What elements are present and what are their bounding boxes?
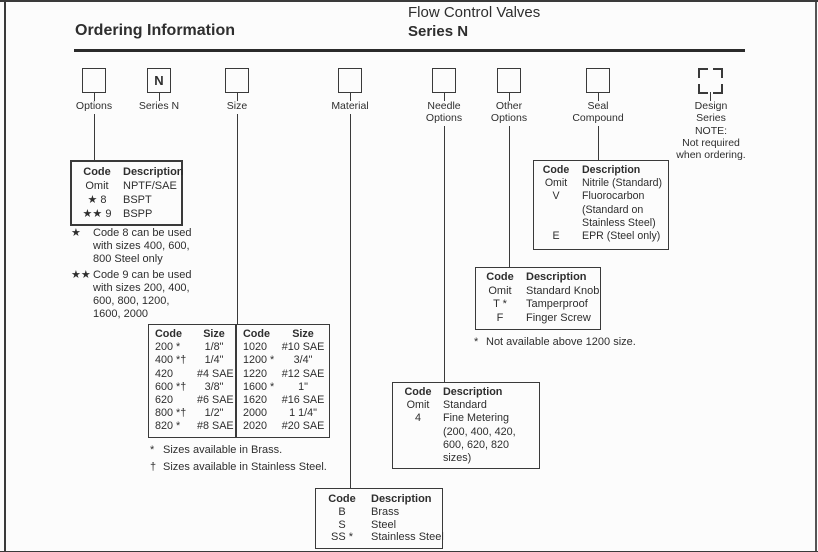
cell-code: Omit <box>544 177 568 190</box>
label-other-options <box>479 101 539 124</box>
label-seal-compound <box>563 101 633 124</box>
doc-subtitle: Series N <box>408 23 469 40</box>
page-border-right <box>815 0 817 552</box>
connector-line-seal <box>598 126 599 160</box>
cell-code: V <box>552 190 560 203</box>
table-header-row <box>241 328 325 341</box>
cell-size: 3/8" <box>204 380 224 393</box>
footnote-text: Code 8 can be used with sizes 400, 600, 800 Steel only <box>93 227 192 265</box>
cell-code: F <box>496 311 504 324</box>
cell-code: 600 *† <box>155 380 187 393</box>
cell-description: Finger Screw <box>526 311 591 324</box>
label-options: Options <box>75 100 113 112</box>
cell-code: Omit <box>406 399 430 412</box>
column-header-description: Description <box>371 493 432 505</box>
column-header-code: Code <box>404 386 432 398</box>
seal-code-box <box>586 68 610 93</box>
cell-code: ★ 8 <box>87 194 107 206</box>
series-code-box <box>147 68 171 93</box>
cell-code: Omit <box>488 284 512 297</box>
cell-description: Standard Knob <box>526 284 600 297</box>
design-series-note <box>662 125 760 161</box>
connector-line-needle <box>444 126 445 382</box>
table-row <box>241 381 325 394</box>
table-row <box>153 381 231 394</box>
table-header-row <box>539 164 663 177</box>
other-code-box <box>497 68 521 93</box>
cell-description: Tamperproof <box>526 298 588 310</box>
cell-size: 1/8" <box>204 341 224 354</box>
cell-description: NPTF/SAE <box>123 180 177 192</box>
cell-size: 3/4" <box>293 354 313 367</box>
bracket-corner-icon <box>713 84 723 94</box>
table-row <box>324 531 444 544</box>
label-needle-options <box>414 101 474 124</box>
cell-code: 2020 <box>243 420 268 433</box>
label-line: Needle <box>427 100 461 112</box>
table-header-row <box>153 328 231 341</box>
cell-code: ★★ 9 <box>82 208 112 220</box>
page-border-left <box>4 0 6 552</box>
footnote-marker: * <box>150 444 155 456</box>
column-header-code: Code <box>486 271 514 283</box>
footnote-text: Sizes available in Stainless Steel. <box>163 461 327 473</box>
note-line: NOTE: <box>694 125 728 137</box>
cell-description-line: (Standard on Stainless Steel) <box>582 203 656 229</box>
note-line: when ordering. <box>676 149 746 161</box>
cell-size: 1/2" <box>204 407 224 420</box>
connector-line-options <box>94 114 95 160</box>
label-line: Options <box>425 111 463 124</box>
size-table-right <box>236 324 330 438</box>
footnote-text: Not available above 1200 size. <box>486 336 636 348</box>
cell-code: 1620 <box>243 394 268 407</box>
options-footnote-2 <box>71 269 199 321</box>
table-row <box>241 368 325 381</box>
table-row <box>153 394 234 407</box>
seal-compound-table <box>533 160 669 250</box>
bracket-corner-icon <box>698 84 708 94</box>
cell-code: 2000 <box>243 407 268 420</box>
label-size: Size <box>226 100 248 112</box>
table-row <box>77 207 176 221</box>
column-header-code: Code <box>243 328 270 340</box>
cell-description <box>573 190 663 230</box>
cell-description: Steel <box>371 518 397 531</box>
other-options-footnote <box>474 336 636 349</box>
footnote-marker: ★ <box>71 227 81 239</box>
column-header-code: Code <box>542 164 570 176</box>
table-row <box>539 230 663 243</box>
cell-size: #4 SAE <box>197 367 234 380</box>
needle-options-table <box>392 382 540 469</box>
cell-code: T * <box>493 298 507 310</box>
size-code-box <box>225 68 249 93</box>
footnote-text: Sizes available in Brass. <box>163 444 283 456</box>
footnote-marker: ★★ <box>71 269 91 281</box>
table-row <box>539 177 663 190</box>
table-row <box>324 519 434 532</box>
column-header-code: Code <box>83 166 111 178</box>
table-row <box>241 407 325 420</box>
footnote-marker: † <box>150 461 157 473</box>
table-row <box>153 341 231 354</box>
cell-description: Standard <box>443 399 487 412</box>
cell-code: 1600 * <box>243 380 275 393</box>
table-header-row <box>398 386 534 399</box>
doc-title: Flow Control Valves <box>408 4 541 21</box>
needle-code-box <box>432 68 456 93</box>
cell-code: 420 <box>155 367 174 380</box>
table-header-row <box>77 165 184 179</box>
cell-code: S <box>338 518 346 531</box>
size-table-left <box>148 324 236 438</box>
column-header-code: Code <box>155 328 182 340</box>
size-footnote-stainless <box>150 461 327 474</box>
options-table <box>70 160 183 226</box>
cell-description-line: Fine Metering <box>443 412 510 425</box>
table-row <box>77 179 176 193</box>
cell-code: 200 * <box>155 341 181 354</box>
table-row <box>241 394 325 407</box>
size-footnote-brass <box>150 444 282 457</box>
table-row <box>481 312 595 326</box>
label-material: Material <box>331 100 369 112</box>
cell-size: #10 SAE <box>281 341 325 354</box>
cell-size: 1/4" <box>204 354 224 367</box>
material-table <box>315 488 443 549</box>
page-title: Ordering Information <box>75 22 235 39</box>
series-code-value: N <box>154 73 164 88</box>
cell-description: Nitrile (Standard) <box>582 177 663 190</box>
connector-line-material <box>350 114 351 488</box>
column-header-description: Description <box>123 166 184 178</box>
cell-code: 1020 <box>243 341 268 354</box>
column-header-size: Size <box>292 328 314 340</box>
other-options-table <box>475 267 601 330</box>
cell-description-line: Fluorocarbon <box>582 190 645 203</box>
cell-code: E <box>552 230 560 243</box>
table-row <box>481 298 595 312</box>
cell-size: 1" <box>298 380 308 393</box>
options-code-box <box>82 68 106 93</box>
cell-code: 800 *† <box>155 407 187 420</box>
note-line: Not required <box>682 137 740 149</box>
cell-description-line: (200, 400, 420, 600, 620, 820 sizes) <box>443 425 516 465</box>
column-header-description: Description <box>526 271 587 283</box>
cell-size: #12 SAE <box>281 367 325 380</box>
label-design-series <box>679 101 743 124</box>
table-row <box>241 354 325 367</box>
bracket-corner-icon <box>713 68 723 78</box>
table-row <box>241 420 325 433</box>
table-row <box>153 367 234 381</box>
table-header-row <box>324 493 434 506</box>
cell-size: #16 SAE <box>281 394 325 407</box>
cell-code: SS * <box>330 531 353 544</box>
cell-code: 620 <box>155 394 174 407</box>
label-series-n: Series N <box>138 100 180 112</box>
cell-size: #8 SAE <box>197 420 234 433</box>
table-row <box>398 399 534 412</box>
column-header-code: Code <box>328 493 356 505</box>
table-row <box>539 190 663 230</box>
table-row <box>481 284 600 299</box>
table-row <box>153 407 231 420</box>
page-border-top <box>0 0 818 2</box>
table-row <box>153 354 231 367</box>
footnote-marker: * <box>474 336 479 348</box>
table-row <box>398 412 534 465</box>
connector-line-other <box>509 126 510 267</box>
design-series-bracket-box <box>698 68 723 94</box>
header-rule <box>74 49 745 52</box>
label-line: Series <box>696 111 726 124</box>
material-code-box <box>338 68 362 93</box>
cell-description: Brass <box>371 505 400 518</box>
cell-code: 1220 <box>243 367 268 380</box>
table-row <box>77 193 176 207</box>
table-row <box>241 341 325 354</box>
cell-description: Stainless Steel <box>371 531 444 544</box>
label-line: Seal <box>587 100 609 112</box>
label-line: Options <box>490 111 528 124</box>
cell-code: 4 <box>414 412 421 425</box>
column-header-size: Size <box>203 328 225 340</box>
table-header-row <box>481 271 595 285</box>
cell-code: Omit <box>85 180 109 192</box>
cell-description: EPR (Steel only) <box>582 230 661 243</box>
label-line: Compound <box>572 111 624 124</box>
connector-line-size <box>237 114 238 324</box>
cell-code: B <box>338 505 346 518</box>
table-row <box>153 420 234 433</box>
bracket-corner-icon <box>698 68 708 78</box>
cell-description <box>438 412 534 465</box>
column-header-description: Description <box>443 386 503 398</box>
cell-size: 1 1/4" <box>289 407 317 420</box>
cell-code: 820 * <box>155 420 181 433</box>
footnote-text: Code 9 can be used with sizes 200, 400, 600, 800, 1200, 1600, 2000 <box>93 269 192 320</box>
label-line: Other <box>495 100 523 112</box>
cell-size: #6 SAE <box>197 394 234 407</box>
column-header-description: Description <box>582 164 641 176</box>
table-row <box>324 506 434 519</box>
options-footnote-1 <box>71 227 197 266</box>
label-line: Design <box>694 100 728 112</box>
cell-code: 400 *† <box>155 354 187 367</box>
cell-code: 1200 * <box>243 354 275 367</box>
cell-description: BSPP <box>123 208 153 220</box>
cell-size: #20 SAE <box>281 420 325 433</box>
cell-description: BSPT <box>123 194 152 206</box>
